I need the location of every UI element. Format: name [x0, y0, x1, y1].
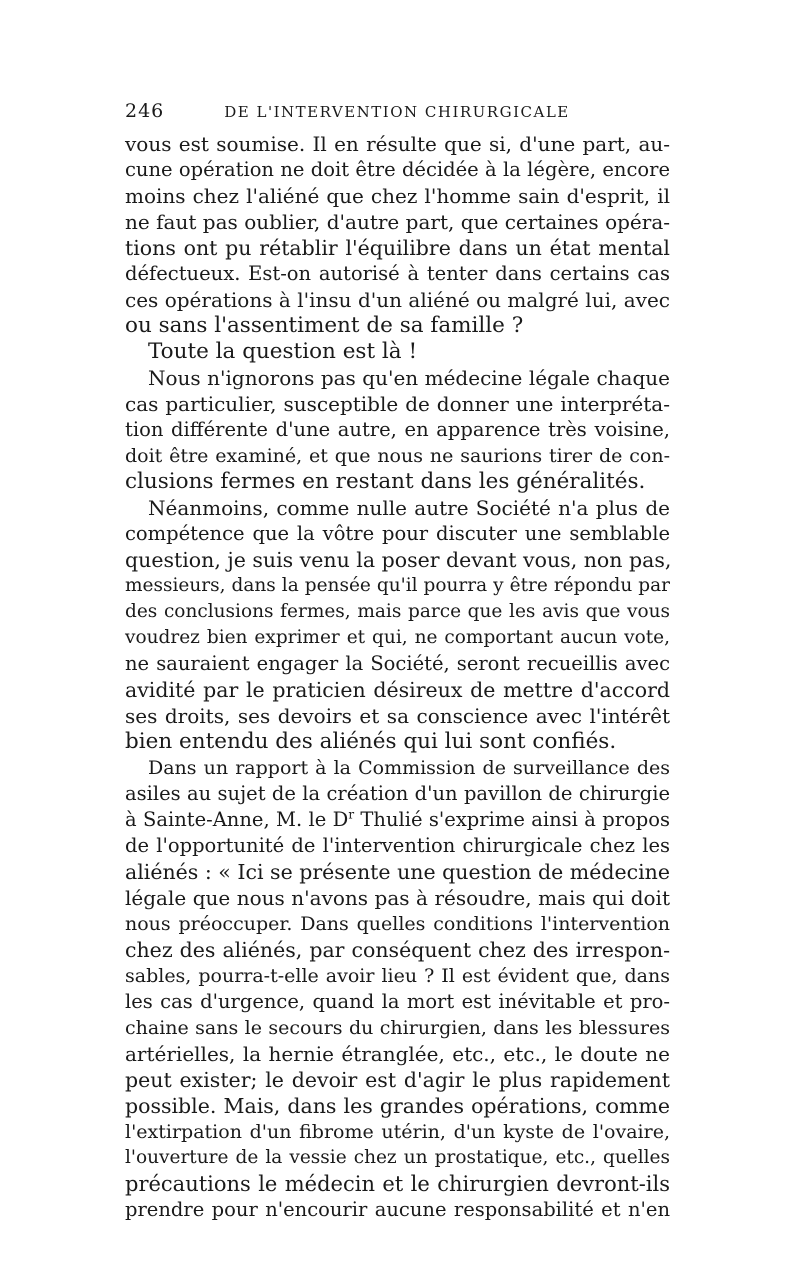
text-line: avidité par le praticien désireux de mettre d'accord [125, 678, 670, 702]
text-line: chez des aliénés, par conséquent chez des irrespon- [125, 938, 670, 962]
text-line: l'extirpation d'un fibrome utérin, d'un kyste de l'ovaire, [125, 1121, 670, 1143]
text-line: précautions le médecin et le chirurgien devront-ils [125, 1172, 670, 1196]
text-line: peut exister; le devoir est d'agir le plus rapidement [125, 1068, 670, 1092]
text-line: Néanmoins, comme nulle autre Société n'a plus de [148, 496, 670, 520]
text-line: les cas d'urgence, quand la mort est inévitable et pro- [125, 990, 670, 1013]
text-line: Toute la question est là ! [148, 339, 418, 364]
text-line: Dans un rapport à la Commission de surveillance des [148, 757, 670, 779]
text-line: question, je suis venu la poser devant vous, non pas, [125, 548, 672, 572]
text-line: défectueux. Est-on autorisé à tenter dans certains cas [125, 262, 670, 285]
text-line: ne faut pas oublier, d'autre part, que certaines opéra- [125, 210, 670, 234]
text-line: tion différente d'une autre, en apparence très voisine, [125, 418, 670, 441]
text-line: ne sauraient engager la Société, seront recueillis avec [125, 652, 670, 675]
text-line: artérielles, la hernie étranglée, etc., etc., le doute ne [125, 1042, 670, 1066]
text-line: des conclusions fermes, mais parce que les avis que vous [125, 601, 670, 622]
text-line: vous est soumise. Il en résulte que si, d'une part, au- [125, 132, 670, 156]
text-line: sables, pourra-t-elle avoir lieu ? Il est évident que, dans [125, 965, 670, 987]
text-line: aliénés : « Ici se présente une question de médecine [125, 860, 670, 884]
text-line: doit être examiné, et que nous ne saurions tirer de con- [125, 445, 670, 467]
text-line: cune opération ne doit être décidée à la légère, encore [125, 158, 670, 181]
text-line: Nous n'ignorons pas qu'en médecine légale chaque [148, 366, 670, 390]
text-line: ou sans l'assentiment de sa famille ? [125, 313, 524, 338]
text-line: asiles au sujet de la création d'un pavillon de chirurgie [125, 782, 670, 805]
text-line: compétence que la vôtre pour discuter une semblable [125, 522, 670, 545]
text-segment: Thulié s'exprime ainsi à propos [354, 808, 671, 831]
superscript: r [348, 807, 355, 822]
running-title: DE L'INTERVENTION CHIRURGICALE [224, 103, 570, 121]
text-line: l'ouverture de la vessie chez un prostatique, etc., quelles [125, 1147, 670, 1168]
text-line: nous préoccuper. Dans quelles conditions l'intervention [125, 913, 670, 935]
text-line: bien entendu des aliénés qui lui sont confiés. [125, 729, 617, 754]
text-segment: à Sainte-Anne, M. le D [125, 808, 349, 831]
text-line: ses droits, ses devoirs et sa conscience avec l'intérêt [125, 704, 670, 728]
page-header [125, 100, 670, 124]
text-line: possible. Mais, dans les grandes opérations, comme [125, 1094, 670, 1118]
text-line: messieurs, dans la pensée qu'il pourra y être répondu par [125, 575, 670, 596]
text-line: chaine sans le secours du chirurgien, dans les blessures [125, 1017, 670, 1039]
text-line: voudrez bien exprimer et qui, ne comportant aucun vote, [125, 627, 670, 648]
text-line: ces opérations à l'insu d'un aliéné ou malgré lui, avec [125, 288, 670, 312]
text-line: prendre pour n'encourir aucune responsabilité et n'en [125, 1198, 670, 1221]
page-number: 246 [125, 100, 165, 122]
text-line: clusions fermes en restant dans les généralités. [125, 469, 646, 494]
text-line [125, 807, 670, 833]
text-line: de l'opportunité de l'intervention chirurgicale chez les [125, 834, 670, 857]
text-line: cas particulier, susceptible de donner une interpréta- [125, 392, 670, 416]
text-line: légale que nous n'avons pas à résoudre, mais qui doit [125, 886, 670, 910]
text-line: moins chez l'aliéné que chez l'homme sain d'esprit, il [125, 184, 670, 208]
text-line: tions ont pu rétablir l'équilibre dans un état mental [125, 236, 670, 260]
